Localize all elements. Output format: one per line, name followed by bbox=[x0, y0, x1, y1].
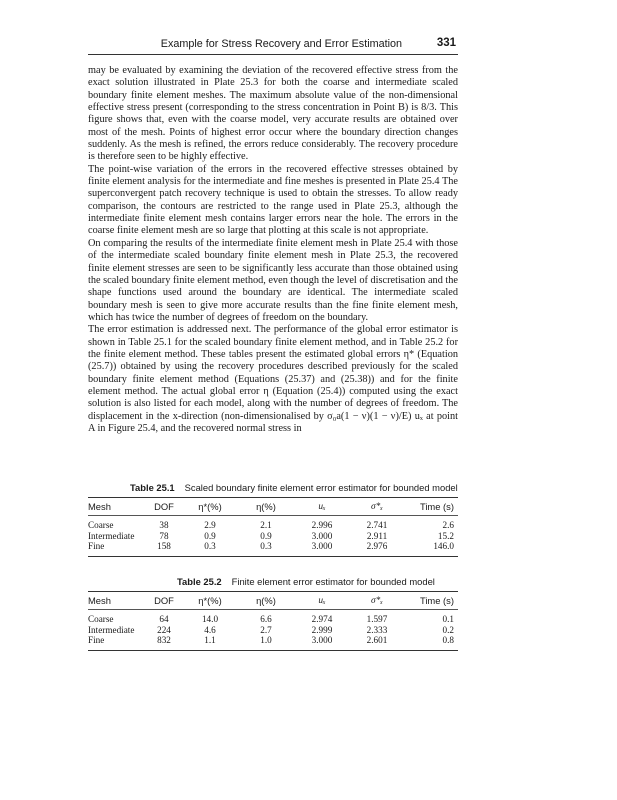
table-cell: Coarse bbox=[88, 614, 114, 624]
table-cell: 2.996 bbox=[311, 520, 333, 530]
table-sbfem bbox=[88, 497, 458, 557]
table-cell: 0.8 bbox=[404, 635, 458, 650]
table-cell: 2.741 bbox=[366, 520, 388, 530]
table-cell: Fine bbox=[88, 541, 146, 556]
table-cell: 2.7 bbox=[260, 624, 272, 635]
table-cell: 2.9 bbox=[204, 520, 216, 530]
table-cell: 3.000 bbox=[311, 530, 333, 541]
table-cell: 2.6 bbox=[442, 520, 454, 530]
table-cell: 4.6 bbox=[204, 624, 216, 635]
table-caption bbox=[130, 482, 458, 493]
table-cell: 0.3 bbox=[182, 541, 238, 556]
running-header bbox=[88, 36, 458, 55]
paragraph: On comparing the results of the intermediate finite element mesh in Plate 25.4 with those of the intermediate scaled boundary finite element mesh in Plate 25.3, the recovered finite element stresses are seen to be significantly less accurate than those obtained using the scaled boundary finite element method, even though the level of discretisation and the shape functions used around the boundary are identical. The intermediate scaled boundary mesh is seen to give more accurate results than the fine finite element mesh, which has twice the number of degrees of freedom on the boundary. bbox=[88, 237, 458, 323]
table-cell: 14.0 bbox=[201, 614, 219, 624]
paragraph: The point-wise variation of the errors in the recovered effective stresses obtained by finite element analysis for the intermediate and fine meshes is presented in Plate 25.4 The superconvergent patch recovery technique is used to obtain the stresses. To allow ready comparison, the contours are restricted to the range used in Plate 25.3, although the intermediate finite element mesh contains larger errors near the hole. The errors in the coarse finite element mesh are so large that plotting at this scale is not appropriate. bbox=[88, 163, 458, 237]
column-header: Mesh bbox=[88, 592, 146, 610]
table-label: Table 25.2 bbox=[177, 576, 222, 587]
table-cell: 1.597 bbox=[366, 614, 388, 624]
table-cell: 2.999 bbox=[311, 624, 333, 635]
page-number: 331 bbox=[436, 37, 456, 49]
table-cell: Intermediate bbox=[88, 624, 135, 635]
table-cell: 2.601 bbox=[350, 635, 404, 650]
table-row bbox=[88, 625, 458, 636]
table-fem bbox=[88, 591, 458, 651]
table-cell: 2.974 bbox=[311, 614, 333, 624]
paragraph: may be evaluated by examining the deviation of the recovered effective stress from the exact solution illustrated in Plate 25.3 for both the coarse and intermediate scaled boundary finite element meshes. The maximum absolute value of the non-dimensional effective stress present (corresponding to the stress concentration in Point B) is 8/3. This figure shows that, even with the coarse model, very accurate results are obtained over most of the mesh. Points of highest error occur where the boundary direction changes suddenly. As the mesh is refined, the errors reduce considerably. The recovery procedure is therefore seen to be highly effective. bbox=[88, 65, 458, 163]
paragraph: The error estimation is addressed next. The performance of the global error estimator is shown in Table 25.1 for the scaled boundary finite element method, and in Table 25.2 for the finite element method. These tables present the estimated global errors η* (Equation (25.7)) obtained by using the recovery procedures described previously for the scaled boundary finite element method (Equations (25.37) and (25.38)) and for the finite element method. The actual global error η (Equation (25.4)) computed using the exact solution is also listed for each model, along with the number of degrees of freedom. The displacement in the x-direction (non-dimensionalised by σ₀a(1 − ν)(1 − ν)/E) uₓ at point A in Figure 25.4, and the recovered normal stress in bbox=[88, 324, 458, 434]
table-cell: Fine bbox=[88, 635, 146, 650]
header-title: Example for Stress Recovery and Error Estimation bbox=[160, 38, 402, 50]
table-cell: 15.2 bbox=[437, 530, 454, 541]
table-cell: 1.1 bbox=[182, 635, 238, 650]
table-cell: 0.2 bbox=[442, 624, 454, 635]
column-header: DOF bbox=[146, 498, 182, 516]
table-cell: 78 bbox=[159, 530, 169, 541]
column-header: σ*ₓ bbox=[350, 592, 404, 610]
table-cell: 0.3 bbox=[238, 541, 294, 556]
table-row bbox=[88, 516, 458, 531]
column-header: η(%) bbox=[238, 592, 294, 610]
table-cell: 146.0 bbox=[404, 541, 458, 556]
table-cell: 6.6 bbox=[260, 614, 272, 624]
column-header: η*(%) bbox=[182, 498, 238, 516]
table-cell: Coarse bbox=[88, 520, 114, 530]
column-header: η*(%) bbox=[182, 592, 238, 610]
column-header: η(%) bbox=[238, 498, 294, 516]
table-row bbox=[88, 541, 458, 556]
column-header: Time (s) bbox=[404, 592, 458, 610]
column-header: σ*ₓ bbox=[350, 498, 404, 516]
table-cell: Intermediate bbox=[88, 530, 135, 541]
table-caption bbox=[177, 576, 435, 587]
body-text bbox=[88, 65, 458, 435]
table-title: Finite element error estimator for bounded model bbox=[231, 576, 435, 587]
table-cell: 2.911 bbox=[366, 530, 388, 541]
table-cell: 158 bbox=[146, 541, 182, 556]
table-row bbox=[88, 635, 458, 650]
table-cell: 3.000 bbox=[294, 635, 350, 650]
table-cell: 0.9 bbox=[260, 530, 272, 541]
table-cell: 3.000 bbox=[294, 541, 350, 556]
column-header: Mesh bbox=[88, 498, 146, 516]
table-cell: 0.9 bbox=[204, 530, 216, 541]
table-label: Table 25.1 bbox=[130, 482, 175, 493]
table-cell: 38 bbox=[159, 520, 169, 530]
column-header: DOF bbox=[146, 592, 182, 610]
column-header: uₓ bbox=[294, 498, 350, 516]
table-title: Scaled boundary finite element error estimator for bounded model bbox=[184, 482, 458, 493]
column-header: uₓ bbox=[294, 592, 350, 610]
column-header: Time (s) bbox=[404, 498, 458, 516]
table-cell: 1.0 bbox=[238, 635, 294, 650]
table-cell: 64 bbox=[159, 614, 169, 624]
table-row bbox=[88, 531, 458, 542]
table-cell: 832 bbox=[146, 635, 182, 650]
table-cell: 224 bbox=[157, 624, 171, 635]
table-cell: 2.976 bbox=[350, 541, 404, 556]
table-cell: 2.1 bbox=[260, 520, 272, 530]
table-row bbox=[88, 610, 458, 625]
table-cell: 2.333 bbox=[366, 624, 388, 635]
table-cell: 0.1 bbox=[442, 614, 454, 624]
